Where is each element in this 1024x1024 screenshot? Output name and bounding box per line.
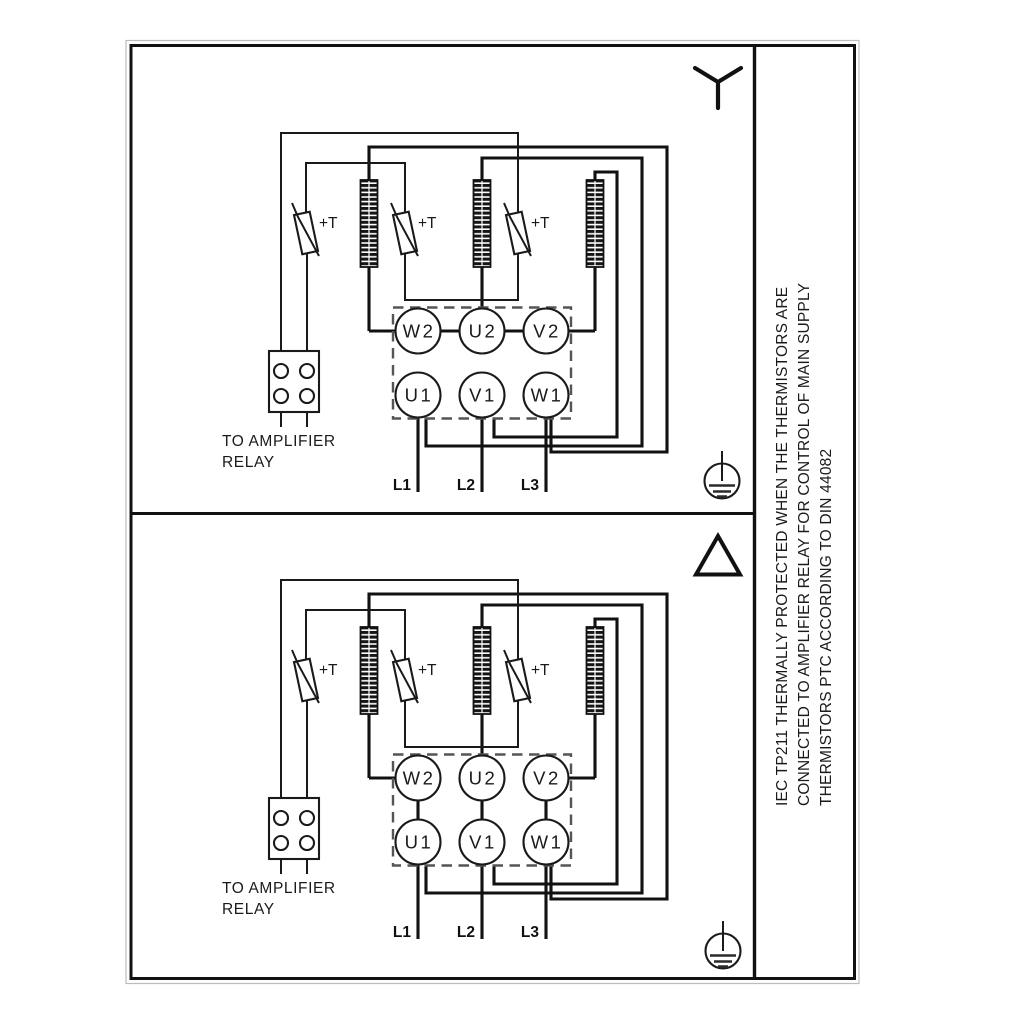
supply-label-l2: L2 bbox=[456, 924, 475, 941]
terminal-label-w2: W2 bbox=[402, 320, 436, 342]
thermistor-label: +T bbox=[531, 215, 550, 232]
terminal-label-w1: W1 bbox=[530, 384, 564, 406]
thermistor-label: +T bbox=[319, 215, 338, 232]
thermistor-label: +T bbox=[319, 662, 338, 679]
supply-label-l1: L1 bbox=[392, 477, 411, 494]
supply-label-l1: L1 bbox=[392, 924, 411, 941]
relay-caption-line1: TO AMPLIFIER bbox=[222, 433, 336, 450]
relay-caption-line2: RELAY bbox=[222, 901, 275, 918]
terminal-label-w2: W2 bbox=[402, 767, 436, 789]
thermistor-label: +T bbox=[418, 662, 437, 679]
thermistor-label: +T bbox=[531, 662, 550, 679]
side-note-line3: THERMISTORS PTC ACCORDING TO DIN 44082 bbox=[818, 448, 835, 806]
side-note-line2: CONNECTED TO AMPLIFIER RELAY FOR CONTROL OF MAIN SUPPLY bbox=[796, 282, 813, 806]
terminal-label-u1: U1 bbox=[404, 384, 434, 406]
terminal-label-v1: V1 bbox=[469, 831, 497, 853]
terminal-label-u1: U1 bbox=[404, 831, 434, 853]
supply-label-l2: L2 bbox=[456, 477, 475, 494]
terminal-label-w1: W1 bbox=[530, 831, 564, 853]
side-note-line1: IEC TP211 THERMALLY PROTECTED WHEN THE THERMISTORS ARE bbox=[774, 286, 791, 806]
terminal-label-v1: V1 bbox=[469, 384, 497, 406]
terminal-label-u2: U2 bbox=[468, 320, 498, 342]
terminal-label-v2: V2 bbox=[533, 767, 561, 789]
supply-label-l3: L3 bbox=[520, 477, 539, 494]
supply-label-l3: L3 bbox=[520, 924, 539, 941]
terminal-label-u2: U2 bbox=[468, 767, 498, 789]
thermistor-label: +T bbox=[418, 215, 437, 232]
terminal-label-v2: V2 bbox=[533, 320, 561, 342]
relay-caption-line1: TO AMPLIFIER bbox=[222, 880, 336, 897]
relay-caption-line2: RELAY bbox=[222, 454, 275, 471]
